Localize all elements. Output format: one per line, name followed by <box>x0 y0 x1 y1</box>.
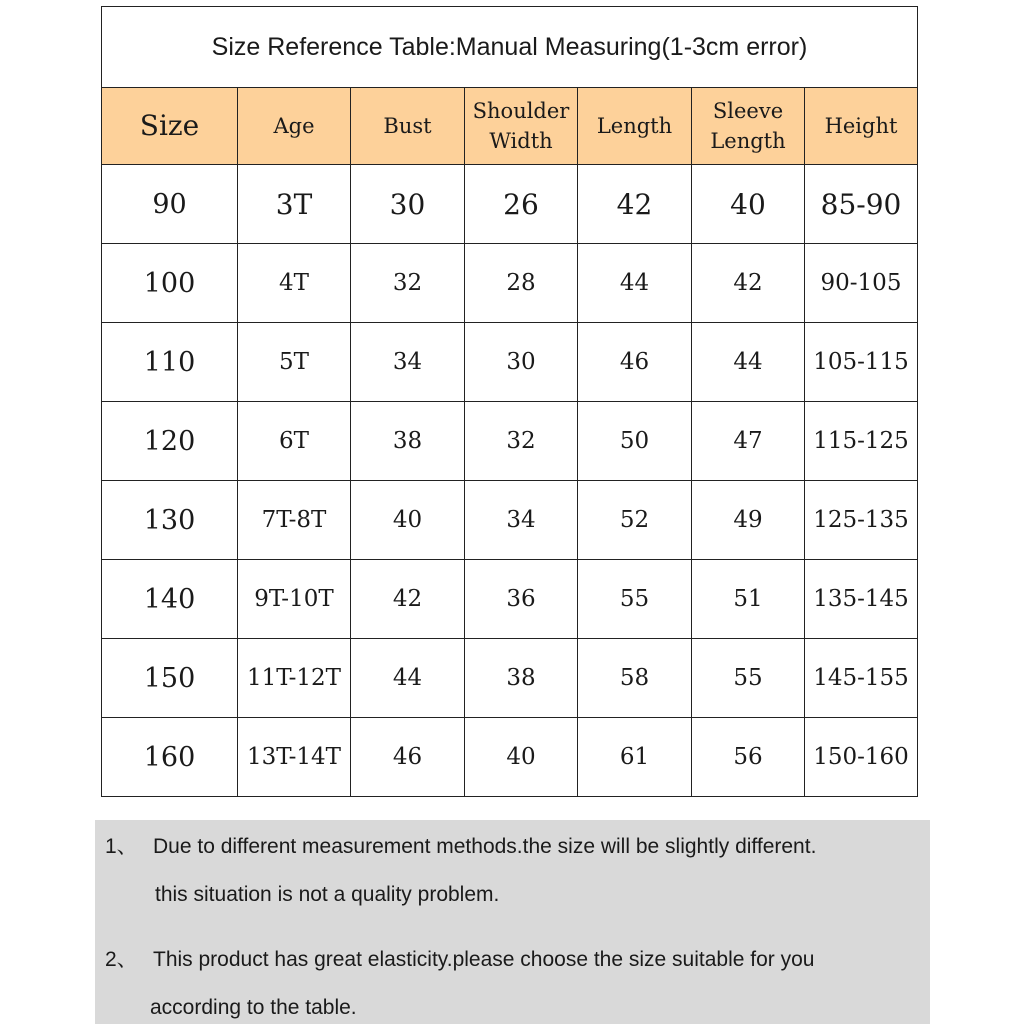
cell-age: 3T <box>238 165 351 244</box>
cell-shoulder: 36 <box>465 560 578 639</box>
header-size: Size <box>102 88 238 165</box>
cell-length: 61 <box>578 718 692 797</box>
cell-age: 7T-8T <box>238 481 351 560</box>
cell-shoulder: 30 <box>465 323 578 402</box>
cell-shoulder: 34 <box>465 481 578 560</box>
cell-size: 130 <box>102 481 238 560</box>
cell-sleeve: 42 <box>692 244 805 323</box>
cell-bust: 34 <box>351 323 465 402</box>
note-2-line-2: according to the table. <box>150 996 357 1019</box>
header-height: Height <box>805 88 918 165</box>
cell-age: 4T <box>238 244 351 323</box>
cell-height: 150-160 <box>805 718 918 797</box>
header-bust: Bust <box>351 88 465 165</box>
table-title: Size Reference Table:Manual Measuring(1-3cm error) <box>102 7 918 88</box>
cell-height: 145-155 <box>805 639 918 718</box>
table-row <box>102 323 918 402</box>
cell-sleeve: 55 <box>692 639 805 718</box>
cell-length: 42 <box>578 165 692 244</box>
table-header-row <box>102 88 918 165</box>
cell-shoulder: 40 <box>465 718 578 797</box>
cell-age: 5T <box>238 323 351 402</box>
size-reference-table <box>101 6 918 797</box>
cell-sleeve: 40 <box>692 165 805 244</box>
cell-height: 85-90 <box>805 165 918 244</box>
note-2-line-1 <box>105 943 814 973</box>
cell-size: 110 <box>102 323 238 402</box>
cell-bust: 44 <box>351 639 465 718</box>
cell-sleeve: 49 <box>692 481 805 560</box>
cell-length: 52 <box>578 481 692 560</box>
header-shoulder-width <box>465 88 578 165</box>
cell-bust: 38 <box>351 402 465 481</box>
table-row <box>102 402 918 481</box>
cell-height: 105-115 <box>805 323 918 402</box>
cell-age: 9T-10T <box>238 560 351 639</box>
header-sleeve-length <box>692 88 805 165</box>
cell-height: 135-145 <box>805 560 918 639</box>
cell-sleeve: 56 <box>692 718 805 797</box>
header-shoulder-line2: Width <box>489 129 553 153</box>
cell-sleeve: 51 <box>692 560 805 639</box>
cell-shoulder: 28 <box>465 244 578 323</box>
table-row <box>102 718 918 797</box>
cell-size: 120 <box>102 402 238 481</box>
table-row <box>102 244 918 323</box>
header-sleeve-line1: Sleeve <box>712 98 784 123</box>
cell-bust: 30 <box>351 165 465 244</box>
cell-size: 140 <box>102 560 238 639</box>
cell-shoulder: 38 <box>465 639 578 718</box>
cell-size: 90 <box>102 165 238 244</box>
table-row <box>102 481 918 560</box>
table-row <box>102 560 918 639</box>
cell-height: 125-135 <box>805 481 918 560</box>
cell-age: 13T-14T <box>238 718 351 797</box>
cell-size: 160 <box>102 718 238 797</box>
note-1-line-1 <box>105 830 816 860</box>
cell-size: 100 <box>102 244 238 323</box>
note-1-number: 1、 <box>105 835 138 858</box>
note-1-text: Due to different measurement methods.the size will be slightly different. <box>153 835 817 858</box>
cell-length: 46 <box>578 323 692 402</box>
cell-length: 58 <box>578 639 692 718</box>
header-length: Length <box>578 88 692 165</box>
cell-bust: 42 <box>351 560 465 639</box>
cell-sleeve: 44 <box>692 323 805 402</box>
cell-length: 44 <box>578 244 692 323</box>
note-2-text: This product has great elasticity.please choose the size suitable for you <box>153 948 815 971</box>
cell-bust: 32 <box>351 244 465 323</box>
note-2-number: 2、 <box>105 948 138 971</box>
cell-shoulder: 32 <box>465 402 578 481</box>
cell-bust: 40 <box>351 481 465 560</box>
cell-age: 6T <box>238 402 351 481</box>
table-row <box>102 639 918 718</box>
cell-height: 115-125 <box>805 402 918 481</box>
header-sleeve-line2: Length <box>710 129 786 153</box>
cell-length: 55 <box>578 560 692 639</box>
cell-height: 90-105 <box>805 244 918 323</box>
cell-size: 150 <box>102 639 238 718</box>
header-age: Age <box>238 88 351 165</box>
cell-shoulder: 26 <box>465 165 578 244</box>
cell-age: 11T-12T <box>238 639 351 718</box>
table-row <box>102 165 918 244</box>
cell-length: 50 <box>578 402 692 481</box>
header-shoulder-line1: Shoulder <box>472 98 570 123</box>
notes-panel <box>95 820 930 1024</box>
cell-sleeve: 47 <box>692 402 805 481</box>
note-1-line-2: this situation is not a quality problem. <box>155 883 500 906</box>
cell-bust: 46 <box>351 718 465 797</box>
